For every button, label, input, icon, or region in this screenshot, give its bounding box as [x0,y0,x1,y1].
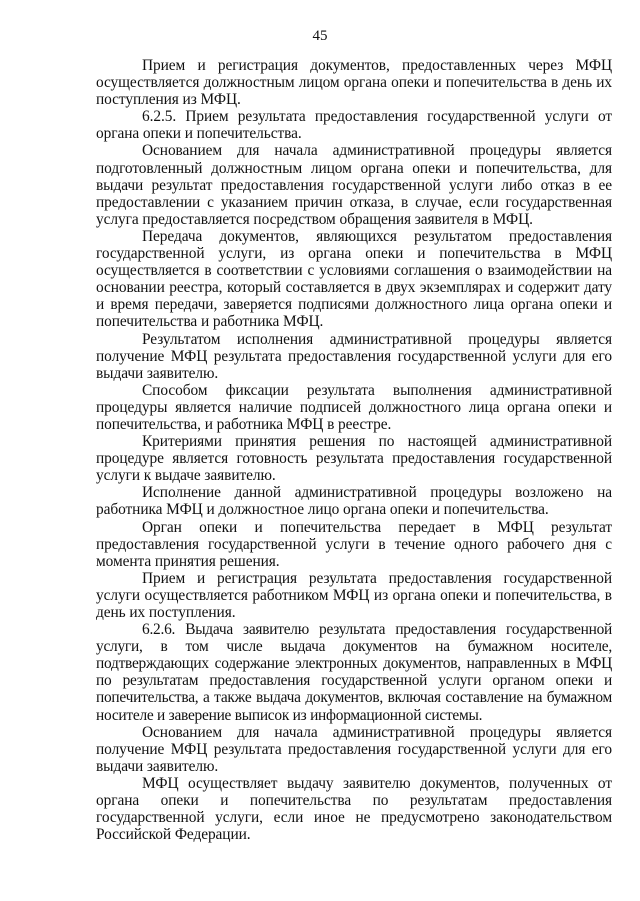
paragraph-10: Прием и регистрация результата предоставления государственной услуги осуществляется работником МФЦ из органа опеки и попечительства, в день их поступления. [96,569,612,621]
page-number: 45 [312,28,328,44]
paragraph-13: МФЦ осуществляет выдачу заявителю документов, полученных от органа опеки и попечительства по результатам предоставления государственной услуги, если иное не предусмотрено законодательством Российской Федерации. [96,774,612,844]
paragraph-4: Передача документов, являющихся результатом предоставления государственной услуги, из органа опеки и попечительства в МФЦ осуществляется в соответствии с условиями соглашения о взаимодействии на основании реестра, который составляется в двух экземплярах и содержит дату и время передачи, заверяется подписями должностного лица органа опеки и попечительства и работника МФЦ. [96,227,612,331]
paragraph-6: Способом фиксации результата выполнения административной процедуры является наличие подписей должностного лица органа опеки и попечительства, и работника МФЦ в реестре. [96,381,612,433]
paragraph-1: Прием и регистрация документов, предоставленных через МФЦ осуществляется должностным лицом органа опеки и попечительства в день их поступления из МФЦ. [96,57,612,109]
paragraph-12: Основанием для начала административной процедуры является получение МФЦ результата предоставления государственной услуги для его выдачи заявителю. [96,723,612,775]
paragraph-9: Орган опеки и попечительства передает в МФЦ результат предоставления государственной услуги в течение одного рабочего дня с момента принятия решения. [96,518,612,570]
paragraph-2-section-6-2-5: 6.2.5. Прием результата предоставления государственной услуги от органа опеки и попечительства. [96,108,612,143]
paragraph-5: Результатом исполнения административной процедуры является получение МФЦ результата предоставления государственной услуги для его выдачи заявителю. [96,330,612,382]
paragraph-8: Исполнение данной административной процедуры возложено на работника МФЦ и должностное лицо органа опеки и попечительства. [96,484,612,519]
paragraph-3: Основанием для начала административной процедуры является подготовленный должностным лицом органа опеки и попечительства, для выдачи результат предоставления государственной услуги либо отказ в ее предоставлении с указанием причин отказа, в случае, если государственная услуга предоставляется посредством обращения заявителя в МФЦ. [96,142,612,228]
paragraph-11-section-6-2-6: 6.2.6. Выдача заявителю результата предоставления государственной услуги, в том числе выдача документов на бумажном носителе, подтверждающих содержание электронных документов, направленных в МФЦ по результатам предоставления государственной услуги органом опеки и попечительства, а также выдача документов, включая составление на бумажном носителе и заверение выписок из информационной системы. [96,621,612,724]
paragraph-7: Критериями принятия решения по настоящей административной процедуре является готовность результата предоставления государственной услуги к выдаче заявителю. [96,433,612,485]
document-body [96,57,612,843]
